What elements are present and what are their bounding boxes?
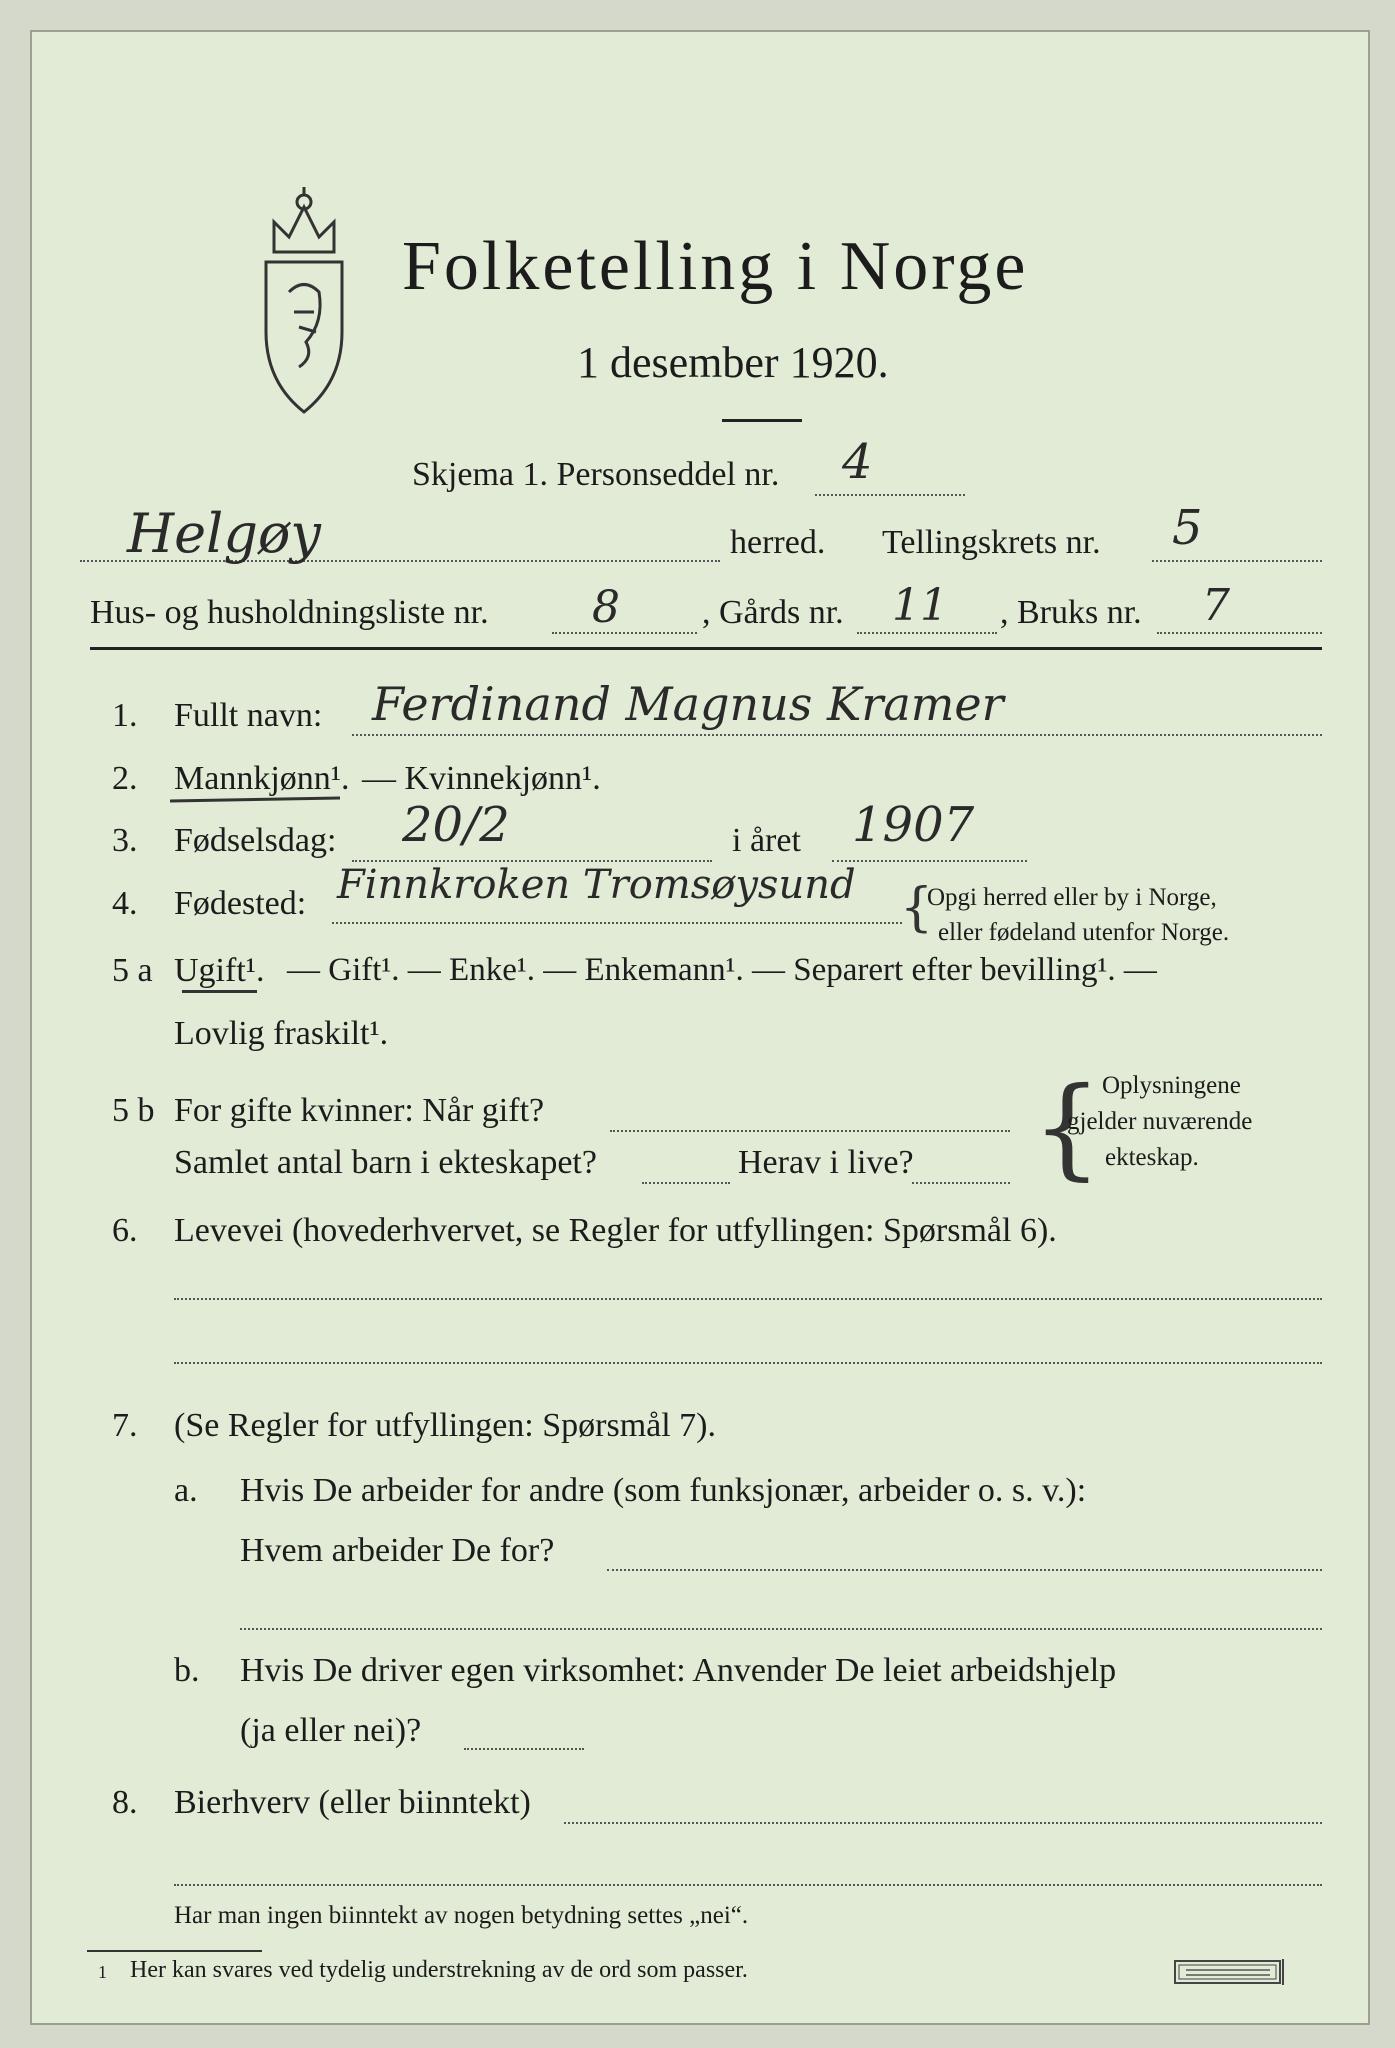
q5b-children-alive: Herav i live? bbox=[738, 1144, 914, 1181]
q3-label: Fødselsdag: bbox=[174, 822, 337, 859]
husliste-value: 8 bbox=[592, 582, 620, 633]
census-date: 1 desember 1920. bbox=[577, 338, 889, 387]
q1-number: 1. bbox=[112, 697, 138, 734]
footnote-text: Her kan svares ved tydelig understrekning av de ord som passer. bbox=[130, 1957, 748, 1983]
q4-note-2: eller fødeland utenfor Norge. bbox=[938, 919, 1230, 946]
q4-label: Fødested: bbox=[174, 885, 307, 922]
footnote-mark: 1 bbox=[98, 1962, 107, 1982]
biinntekt-note: Har man ingen biinntekt av nogen betydning settes „nei“. bbox=[174, 1902, 749, 1929]
q5b-note-3: ekteskap. bbox=[1105, 1144, 1199, 1171]
schema-label: Skjema 1. Personseddel nr. bbox=[412, 456, 780, 493]
personseddel-nr-value: 4 bbox=[842, 434, 873, 490]
birthyear-value: 1907 bbox=[852, 797, 975, 853]
header-rule bbox=[90, 647, 1322, 650]
q5b-note-1: Oplysningene bbox=[1102, 1072, 1241, 1099]
unmarried-underline bbox=[182, 990, 257, 993]
q2-number: 2. bbox=[112, 760, 138, 797]
q8-label: Bierhverv (eller biinntekt) bbox=[174, 1784, 531, 1821]
gards-label: , Gårds nr. bbox=[702, 594, 844, 631]
q5a-line2: Lovlig fraskilt¹. bbox=[174, 1015, 389, 1052]
q1-label: Fullt navn: bbox=[174, 697, 323, 734]
census-form: Folketelling i Norge 1 desember 1920. Skjema 1. Personseddel nr. 4 Helgøy herred. Tellingskrets nr. 5 Hus- og husholdningsliste nr. 8 , Gårds nr. 11 , Bruks nr. 7 1. Fullt navn: Ferdinand Magnus Kramer 2. Mannkjønn¹. — Kvinnekjønn¹. 3. Fødselsdag: 20/2 i året 1907 4. Fødested: Finnkroken Tromsøysund { Opgi herred eller by i Norge, eller fødeland utenfor Norge. 5 a Ugift¹. — Gift¹. — Enke¹. — Enkemann¹. — Separert efter bevilling¹. — Lovlig fraskilt¹. 5 b For gifte kvinner: Når gift? Samlet antal barn i ekteskapet? Herav i live? { Oplysningene gjelder nuværende ekteskap. 6. Levevei (hovederhvervet, se Regler for utfyllingen: Spørsmål 6). 7. (Se Regler for utfyllingen: Spørsmål 7). a. Hvis De arbeider for andre (som funksjonær, arbeider o. s. v.): Hvem arbeider De for? b. Hvis De driver egen virksomhet: Anvender De leiet arbeidshjelp (ja eller nei)? 8. Bierhverv (eller biinntekt) Har man ingen biinntekt av nogen betydning settes „nei“. 1 Her kan svares ved tydelig understrekning av de ord som passer. bbox=[30, 30, 1370, 2025]
q2-male-option: Mannkjønn¹. bbox=[174, 760, 350, 797]
q5b-number: 5 b bbox=[112, 1092, 155, 1129]
tellingskrets-value: 5 bbox=[1172, 500, 1203, 556]
q7a-label: Hvis De arbeider for andre (som funksjonær, arbeider o. s. v.): bbox=[240, 1472, 1087, 1509]
footnote-rule bbox=[87, 1950, 262, 1952]
q5b-when-married: For gifte kvinner: Når gift? bbox=[174, 1092, 545, 1129]
printer-stamp-icon bbox=[1172, 1957, 1287, 1987]
q7a-letter: a. bbox=[174, 1472, 198, 1509]
form-title: Folketelling i Norge bbox=[402, 228, 1029, 305]
full-name-value: Ferdinand Magnus Kramer bbox=[372, 677, 1004, 731]
title-divider bbox=[722, 419, 802, 422]
q4-note-1: Opgi herred eller by i Norge, bbox=[927, 884, 1217, 911]
q5b-note-2: gjelder nuværende bbox=[1067, 1108, 1253, 1135]
q7b-label: Hvis De driver egen virksomhet: Anvender De leiet arbeidshjelp bbox=[240, 1652, 1117, 1689]
q7b-yes-no-label: (ja eller nei)? bbox=[240, 1712, 422, 1749]
gards-value: 11 bbox=[892, 580, 948, 631]
birthplace-value: Finnkroken Tromsøysund bbox=[337, 862, 856, 908]
q2-female-option: — Kvinnekjønn¹. bbox=[362, 760, 601, 797]
q3-number: 3. bbox=[112, 822, 138, 859]
herred-label: herred. bbox=[730, 524, 826, 561]
crest-icon bbox=[244, 182, 364, 422]
tellingskrets-label: Tellingskrets nr. bbox=[882, 524, 1101, 561]
q6-label: Levevei (hovederhvervet, se Regler for utfyllingen: Spørsmål 6). bbox=[174, 1212, 1057, 1249]
q5a-unmarried-option: Ugift¹. bbox=[174, 952, 265, 989]
q5a-number: 5 a bbox=[112, 952, 153, 989]
herred-value: Helgøy bbox=[127, 502, 321, 565]
bruks-value: 7 bbox=[1202, 580, 1230, 631]
q7-label: (Se Regler for utfyllingen: Spørsmål 7). bbox=[174, 1407, 717, 1444]
q4-number: 4. bbox=[112, 885, 138, 922]
birthdate-value: 20/2 bbox=[402, 797, 510, 853]
q7b-letter: b. bbox=[174, 1652, 200, 1689]
husliste-label: Hus- og husholdningsliste nr. bbox=[90, 594, 489, 631]
year-label: i året bbox=[732, 822, 801, 859]
q6-number: 6. bbox=[112, 1212, 138, 1249]
q5b-children-total: Samlet antal barn i ekteskapet? bbox=[174, 1144, 597, 1181]
q5a-other-options: — Gift¹. — Enke¹. — Enkemann¹. — Separert efter bevilling¹. — bbox=[287, 952, 1157, 988]
q7a-employer-label: Hvem arbeider De for? bbox=[240, 1532, 555, 1569]
q7-number: 7. bbox=[112, 1407, 138, 1444]
bruks-label: , Bruks nr. bbox=[1000, 594, 1142, 631]
q8-number: 8. bbox=[112, 1784, 138, 1821]
